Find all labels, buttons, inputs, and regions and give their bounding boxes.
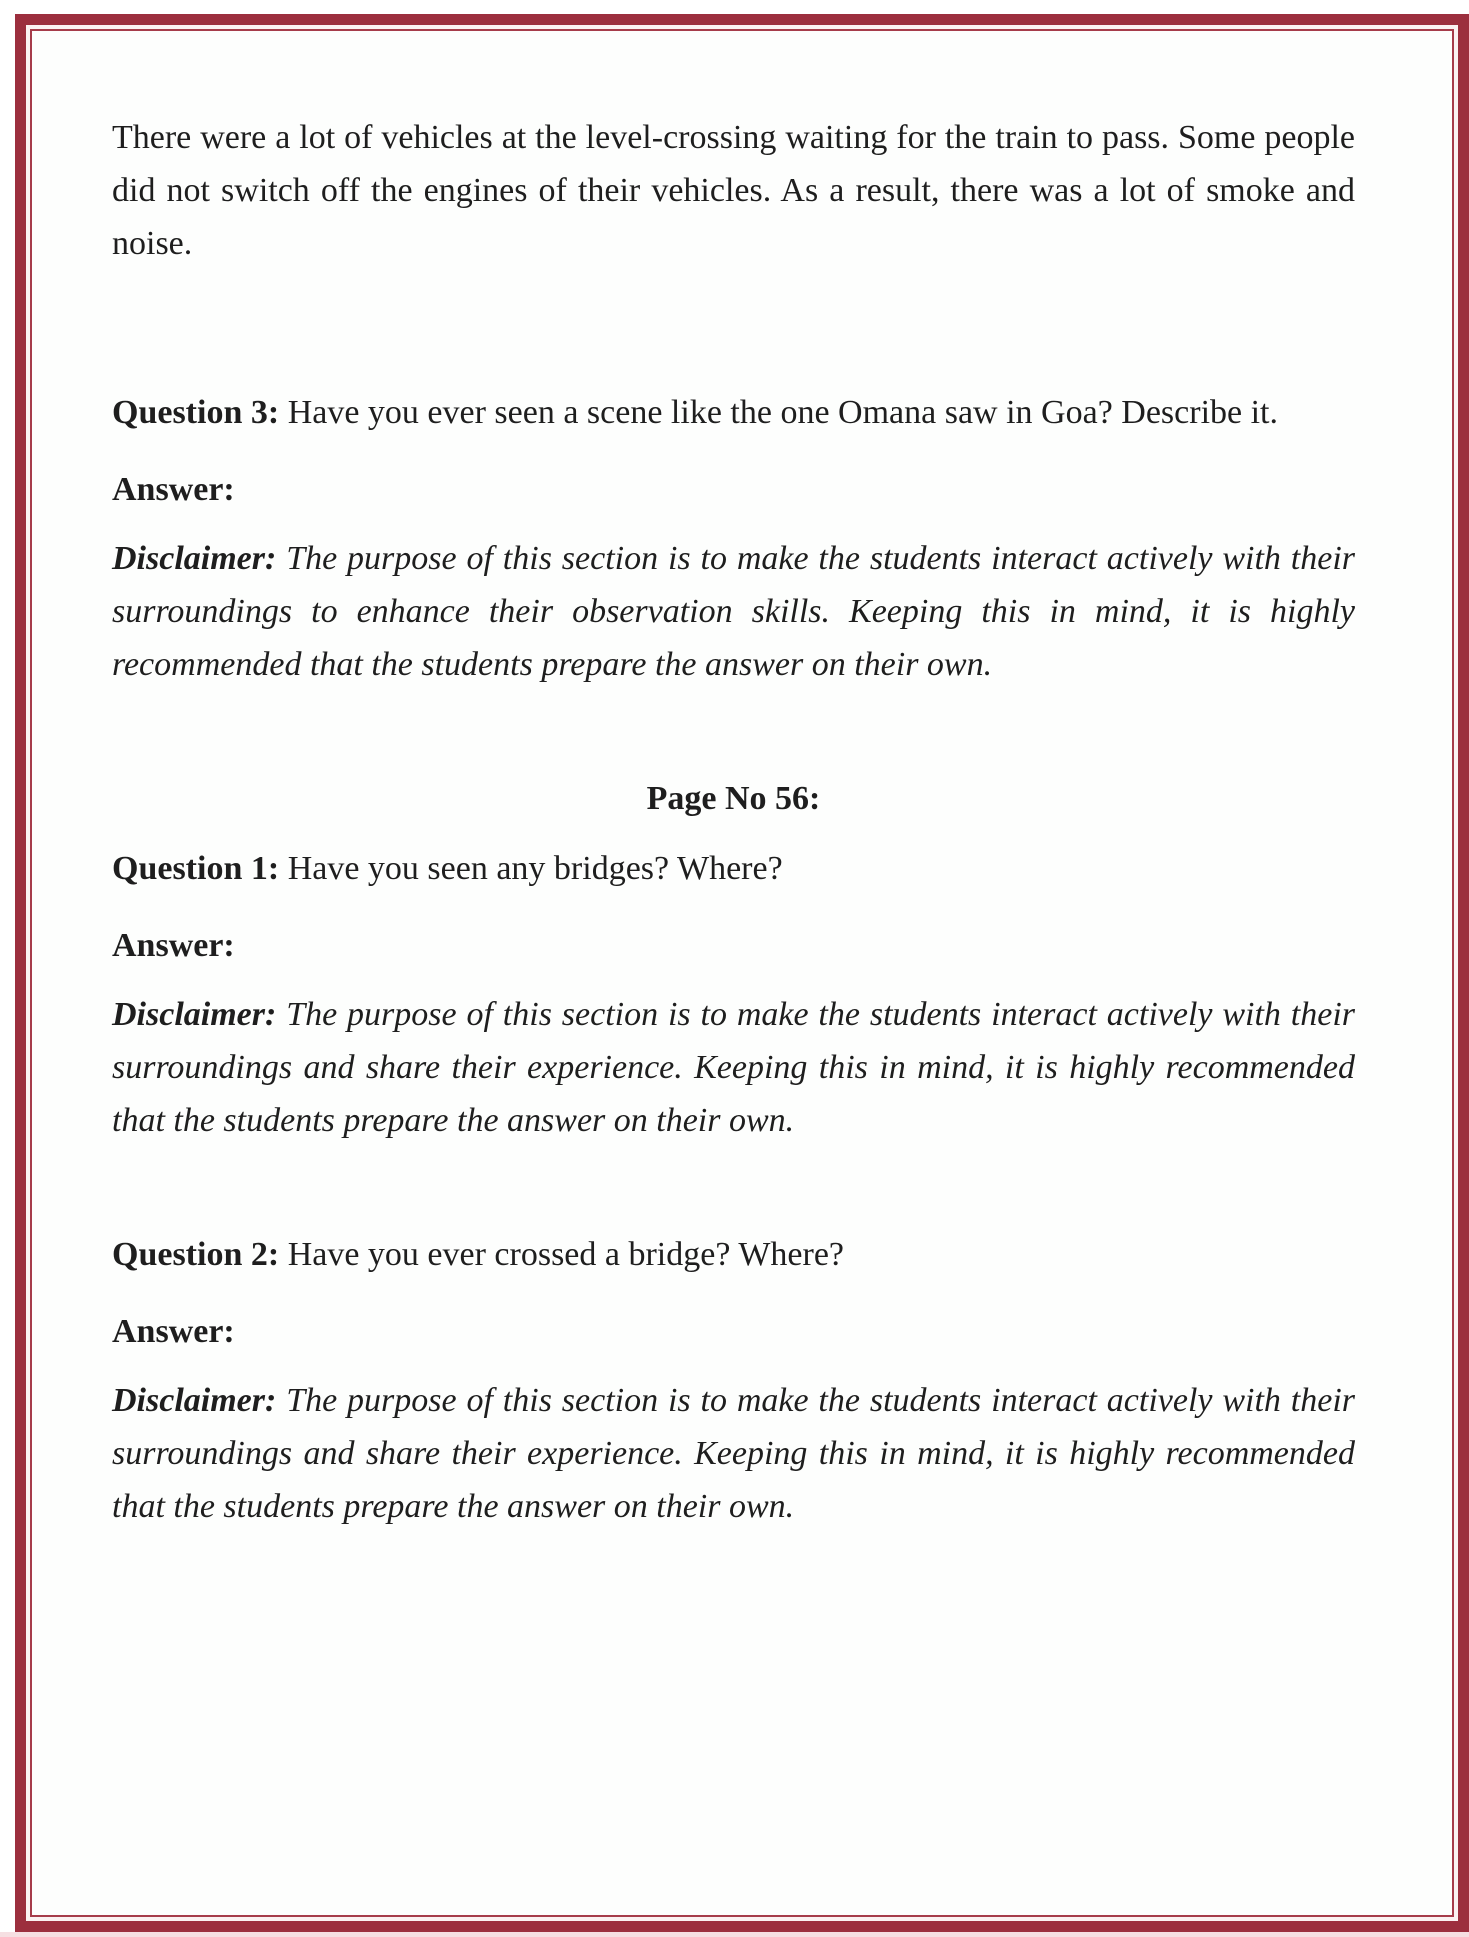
document-page <box>30 29 1454 1917</box>
page-heading: Page No 56: <box>646 780 821 817</box>
question-3-label: Question 3: <box>112 394 280 431</box>
question-1-label: Question 1: <box>112 850 280 887</box>
disclaimer-3-label: Disclaimer: <box>112 1382 277 1419</box>
intro-paragraph-text: There were a lot of vehicles at the level-crossing waiting for the train to pass. Some people did not switch off the engines of their vehicles. As a result, there was a lot of smoke and noise. <box>112 119 1355 262</box>
disclaimer-1-text: The purpose of this section is to make the students interact actively with their surroundings to enhance their observation skills. Keeping this in mind, it is highly recommended that the students prepare the answer on their own. <box>112 540 1356 683</box>
question-2 <box>112 1228 1355 1281</box>
disclaimer-3 <box>112 1374 1355 1533</box>
question-3-text: Have you ever seen a scene like the one Omana saw in Goa? Describe it. <box>287 394 1279 431</box>
question-1 <box>112 842 1355 895</box>
disclaimer-1-label: Disclaimer: <box>112 540 277 577</box>
intro-paragraph <box>112 111 1355 270</box>
disclaimer-3-text: The purpose of this section is to make the students interact actively with their surroundings and share their experience. Keeping this in mind, it is highly recommended that the students prepare the answer on their own. <box>112 1382 1356 1525</box>
disclaimer-2-label: Disclaimer: <box>112 996 277 1033</box>
page-edge-strip <box>0 1932 1469 1937</box>
question-2-label: Question 2: <box>112 1236 280 1273</box>
disclaimer-1 <box>112 532 1355 691</box>
page-border <box>15 14 1469 1932</box>
question-2-text: Have you ever crossed a bridge? Where? <box>287 1236 845 1273</box>
answer-label-1: Answer: <box>112 471 235 508</box>
disclaimer-2 <box>112 988 1355 1147</box>
question-1-text: Have you seen any bridges? Where? <box>287 850 783 887</box>
disclaimer-2-text: The purpose of this section is to make the students interact actively with their surroundings and share their experience. Keeping this in mind, it is highly recommended that the students prepare the answer on their own. <box>112 996 1356 1139</box>
answer-label-2: Answer: <box>112 927 235 964</box>
question-3 <box>112 386 1355 439</box>
answer-label-3: Answer: <box>112 1313 235 1350</box>
